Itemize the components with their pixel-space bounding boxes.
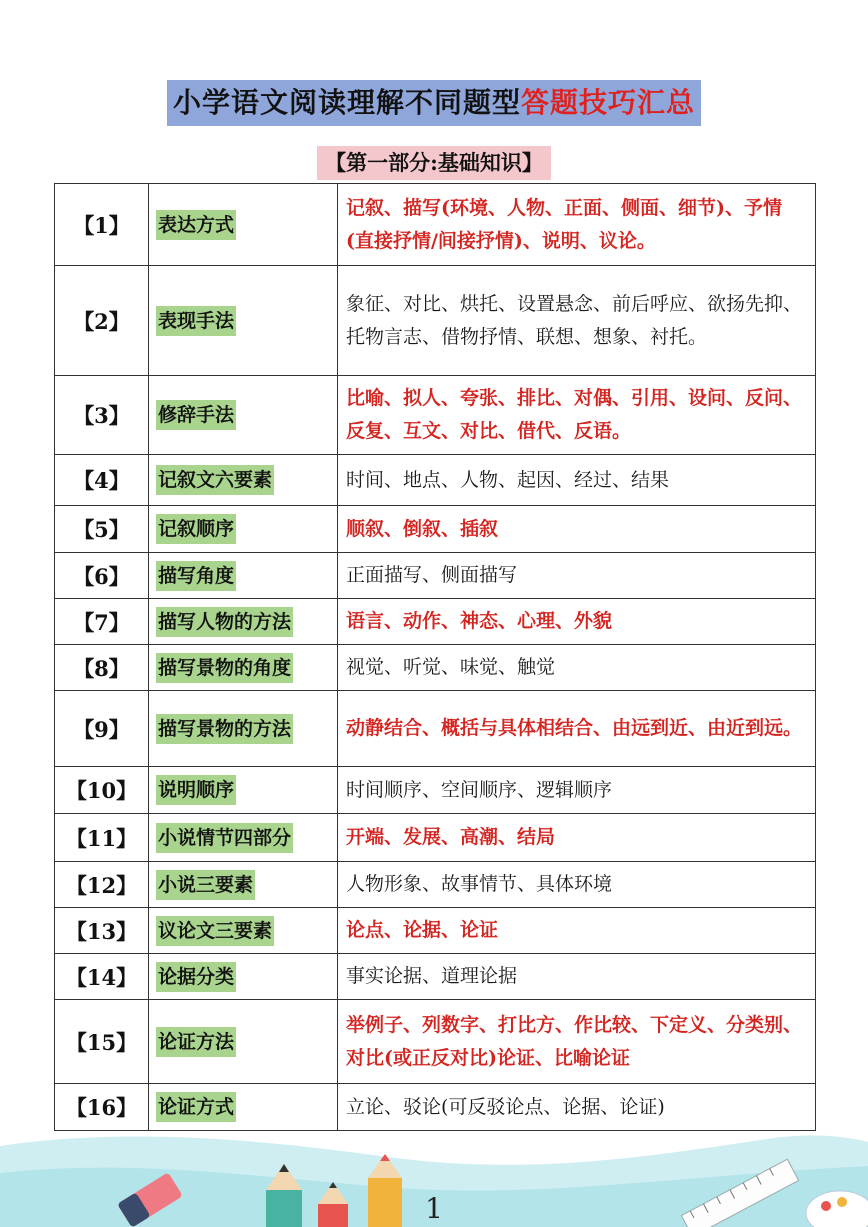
knowledge-table (54, 183, 816, 1131)
title-wrap (0, 80, 868, 126)
row-category (149, 184, 338, 266)
category-label: 论据分类 (156, 962, 236, 992)
category-label: 记叙顺序 (156, 514, 236, 544)
row-content: 正面描写、侧面描写 (338, 553, 816, 599)
row-number: 【15】 (55, 1000, 149, 1084)
page-number: 1 (425, 1192, 443, 1225)
table-row (55, 266, 816, 376)
row-category (149, 506, 338, 553)
row-number: 【8】 (55, 645, 149, 691)
category-label: 描写景物的方法 (156, 714, 293, 744)
section-wrap (0, 146, 868, 180)
category-label: 记叙文六要素 (156, 465, 274, 495)
row-category (149, 599, 338, 645)
row-content: 事实论据、道理论据 (338, 954, 816, 1000)
row-category (149, 645, 338, 691)
row-content: 人物形象、故事情节、具体环境 (338, 862, 816, 908)
table-row (55, 376, 816, 455)
title-part2: 答题技巧汇总 (521, 86, 696, 119)
row-content: 时间顺序、空间顺序、逻辑顺序 (338, 767, 816, 814)
row-content: 论点、论据、论证 (338, 908, 816, 954)
row-category (149, 691, 338, 767)
row-number: 【7】 (55, 599, 149, 645)
row-content: 语言、动作、神态、心理、外貌 (338, 599, 816, 645)
category-label: 修辞手法 (156, 400, 236, 430)
table-row (55, 553, 816, 599)
row-number: 【12】 (55, 862, 149, 908)
table-row (55, 814, 816, 862)
row-number: 【3】 (55, 376, 149, 455)
table-row (55, 645, 816, 691)
row-content: 比喻、拟人、夸张、排比、对偶、引用、设问、反问、反复、互文、对比、借代、反语。 (338, 376, 816, 455)
row-content: 动静结合、概括与具体相结合、由远到近、由近到远。 (338, 691, 816, 767)
row-category (149, 1000, 338, 1084)
row-number: 【2】 (55, 266, 149, 376)
row-number: 【16】 (55, 1084, 149, 1131)
row-category (149, 862, 338, 908)
row-content: 象征、对比、烘托、设置悬念、前后呼应、欲扬先抑、托物言志、借物抒情、联想、想象、衬托。 (338, 266, 816, 376)
table-row (55, 767, 816, 814)
category-label: 说明顺序 (156, 775, 236, 805)
row-content: 顺叙、倒叙、插叙 (338, 506, 816, 553)
row-number: 【4】 (55, 455, 149, 506)
row-category (149, 553, 338, 599)
table-row (55, 506, 816, 553)
category-label: 小说情节四部分 (156, 823, 293, 853)
category-label: 表现手法 (156, 306, 236, 336)
table-row (55, 691, 816, 767)
row-number: 【6】 (55, 553, 149, 599)
row-category (149, 455, 338, 506)
row-number: 【14】 (55, 954, 149, 1000)
table-row (55, 184, 816, 266)
category-label: 小说三要素 (156, 870, 255, 900)
section-heading: 【第一部分:基础知识】 (317, 146, 551, 180)
category-label: 论证方式 (156, 1092, 236, 1122)
category-label: 描写角度 (156, 561, 236, 591)
category-label: 表达方式 (156, 210, 236, 240)
row-content: 记叙、描写(环境、人物、正面、侧面、细节)、予情(直接抒情/间接抒情)、说明、议论。 (338, 184, 816, 266)
row-content: 视觉、听觉、味觉、触觉 (338, 645, 816, 691)
row-content: 举例子、列数字、打比方、作比较、下定义、分类别、对比(或正反对比)论证、比喻论证 (338, 1000, 816, 1084)
table-row (55, 954, 816, 1000)
row-category (149, 814, 338, 862)
row-content: 时间、地点、人物、起因、经过、结果 (338, 455, 816, 506)
row-number: 【10】 (55, 767, 149, 814)
category-label: 论证方法 (156, 1027, 236, 1057)
table-row (55, 908, 816, 954)
title-part1: 小学语文阅读理解不同题型 (172, 86, 521, 119)
category-label: 描写人物的方法 (156, 607, 293, 637)
row-content: 开端、发展、高潮、结局 (338, 814, 816, 862)
page-title (167, 80, 701, 126)
row-number: 【1】 (55, 184, 149, 266)
category-label: 描写景物的角度 (156, 653, 293, 683)
table-row (55, 455, 816, 506)
row-content: 立论、驳论(可反驳论点、论据、论证) (338, 1084, 816, 1131)
table-row (55, 599, 816, 645)
row-number: 【9】 (55, 691, 149, 767)
row-number: 【5】 (55, 506, 149, 553)
table-row (55, 1000, 816, 1084)
row-number: 【13】 (55, 908, 149, 954)
row-category (149, 376, 338, 455)
row-category (149, 266, 338, 376)
row-category (149, 767, 338, 814)
row-category (149, 908, 338, 954)
row-number: 【11】 (55, 814, 149, 862)
category-label: 议论文三要素 (156, 916, 274, 946)
row-category (149, 954, 338, 1000)
table-row (55, 862, 816, 908)
